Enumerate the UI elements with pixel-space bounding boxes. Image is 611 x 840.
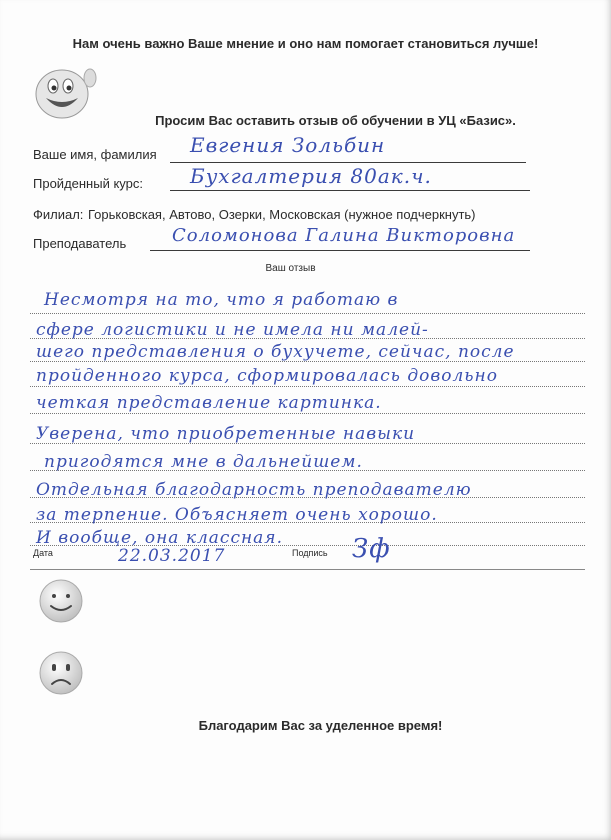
course-label: Пройденный курс: (33, 176, 143, 191)
footer-thanks: Благодарим Вас за уделенное время! (198, 718, 443, 733)
date-label: Дата (33, 548, 53, 558)
date-underline (30, 569, 585, 570)
name-underline (170, 162, 526, 163)
happy-smiley-icon (36, 576, 86, 626)
course-underline (170, 190, 530, 191)
review-ruled-line (30, 386, 585, 387)
review-line: Уверена, что приобретенные навыки (36, 424, 416, 444)
course-value: Бухгалтерия 80ак.ч. (190, 164, 432, 188)
review-line: сфере логистики и не имела ни малей- (36, 320, 429, 340)
signature-label: Подпись (292, 548, 328, 558)
review-label: Ваш отзыв (265, 263, 316, 274)
review-ruled-line (30, 413, 585, 414)
header-title: Нам очень важно Ваше мнение и оно нам помогает становиться лучше! (72, 36, 539, 51)
review-line: пригодятся мне в дальнейшем. (44, 452, 363, 472)
review-ruled-line (30, 313, 585, 314)
request-text: Просим Вас оставить отзыв об обучении в УЦ «Базис». (155, 113, 516, 128)
signature-value: Зф (352, 534, 391, 564)
review-line: Отдельная благодарность преподавателю (36, 480, 472, 500)
review-line: пройденного курса, сформировалась довольно (36, 366, 498, 386)
sad-smiley-icon (36, 648, 86, 698)
review-line: за терпение. Объясняет очень хорошо. (36, 505, 438, 525)
date-value: 22.03.2017 (118, 546, 226, 566)
review-line: И вообще, она классная. (36, 528, 283, 548)
name-label: Ваше имя, фамилия (33, 147, 157, 162)
branch-label: Филиал: (33, 207, 84, 222)
review-line: шего представления о бухучете, сейчас, после (36, 342, 515, 362)
branch-options: Горьковская, Автово, Озерки, Московская (нужное подчеркнуть) (88, 207, 476, 222)
review-line: четкая представление картинка. (36, 393, 382, 413)
teacher-value: Соломонова Галина Викторовна (172, 225, 516, 246)
teacher-underline (150, 250, 530, 251)
review-line: Несмотря на то, что я работаю в (44, 290, 399, 310)
name-value: Евгения Зольбин (190, 133, 386, 157)
teacher-label: Преподаватель (33, 236, 127, 251)
